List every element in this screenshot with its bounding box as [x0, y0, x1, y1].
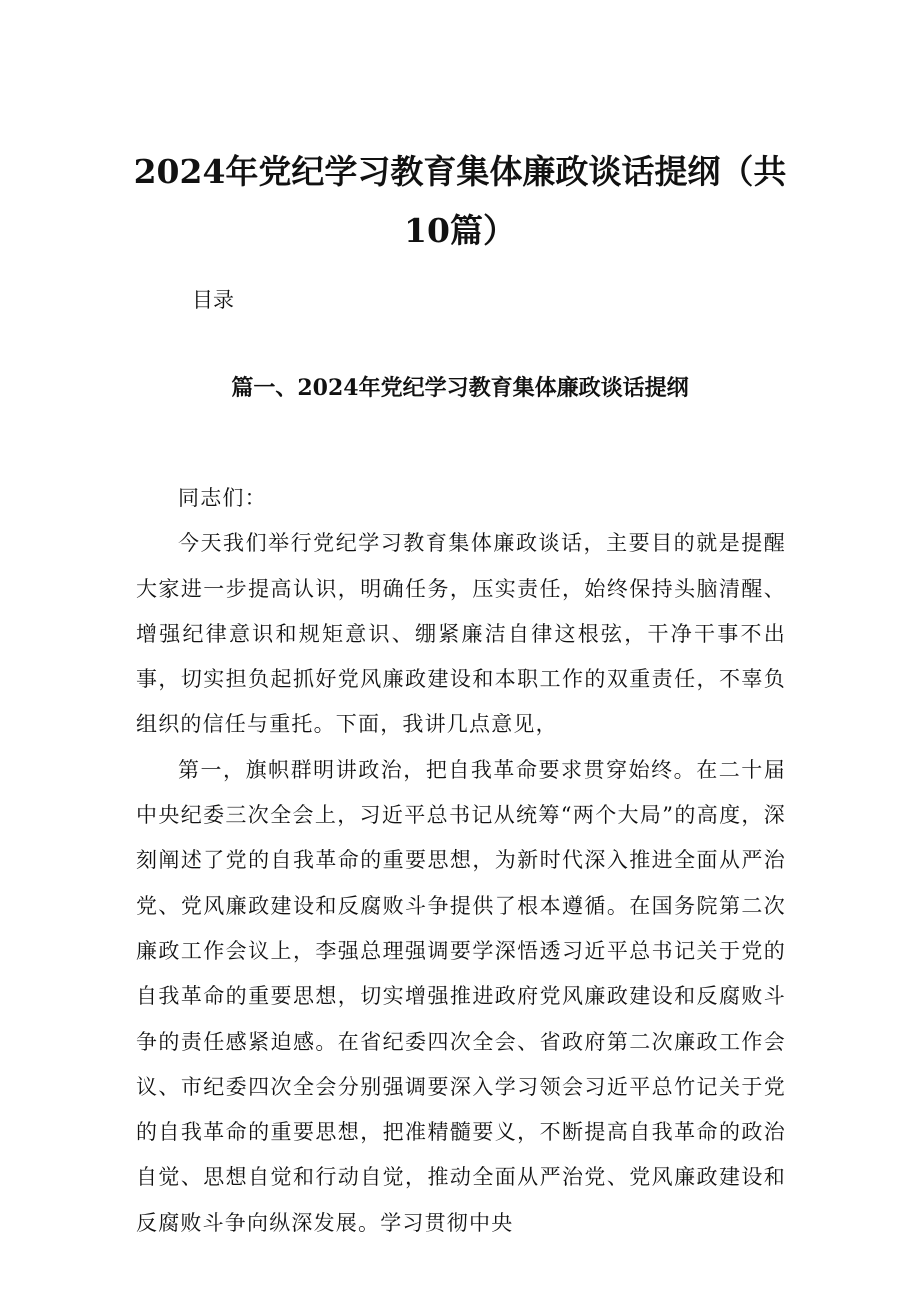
paragraph-opening: 今天我们举行党纪学习教育集体廉政谈话，主要目的就是提醒大家进一步提高认识，明确任务，压实责任，始终保持头脑清醒、增强纪律意识和规矩意识、绷紧廉洁自律这根弦，干净干事不出事，切实担负起抓好党风廉政建设和本职工作的双重责任，不辜负组织的信任与重托。下面，我讲几点意见，	[136, 531, 786, 737]
document-title-line-2: 10篇）	[404, 211, 516, 250]
document-title-line-1: 2024年党纪学习教育集体廉政谈话提纲（共	[133, 152, 787, 191]
table-of-contents-label: 目录	[192, 288, 234, 312]
salutation: 同志们：	[178, 486, 267, 510]
document-title	[120, 142, 800, 260]
section-heading: 篇一、2024年党纪学习教育集体廉政谈话提纲	[231, 375, 689, 401]
paragraph-first-point: 第一，旗帜群明讲政治，把自我革命要求贯穿始终。在二十届中央纪委三次全会上，习近平总书记从统筹“两个大局”的高度，深刻阐述了党的自我革命的重要思想，为新时代深入推进全面从严治党、党风廉政建设和反腐败斗争提供了根本遵循。在国务院第二次廉政工作会议上，李强总理强调要学深悟透习近平总书记关于党的自我革命的重要思想，切实增强推进政府党风廉政建设和反腐败斗争的责任感紧迫感。在省纪委四次全会、省政府第二次廉政工作会议、市纪委四次全会分别强调要深入学习领会习近平总竹记关于党的自我革命的重要思想，把准精髓要义，不断提高自我革命的政治自觉、思想自觉和行动自觉，推动全面从严治党、党风廉政建设和反腐败斗争向纵深发展。学习贯彻中央	[136, 757, 786, 1235]
body-text	[136, 476, 786, 1246]
